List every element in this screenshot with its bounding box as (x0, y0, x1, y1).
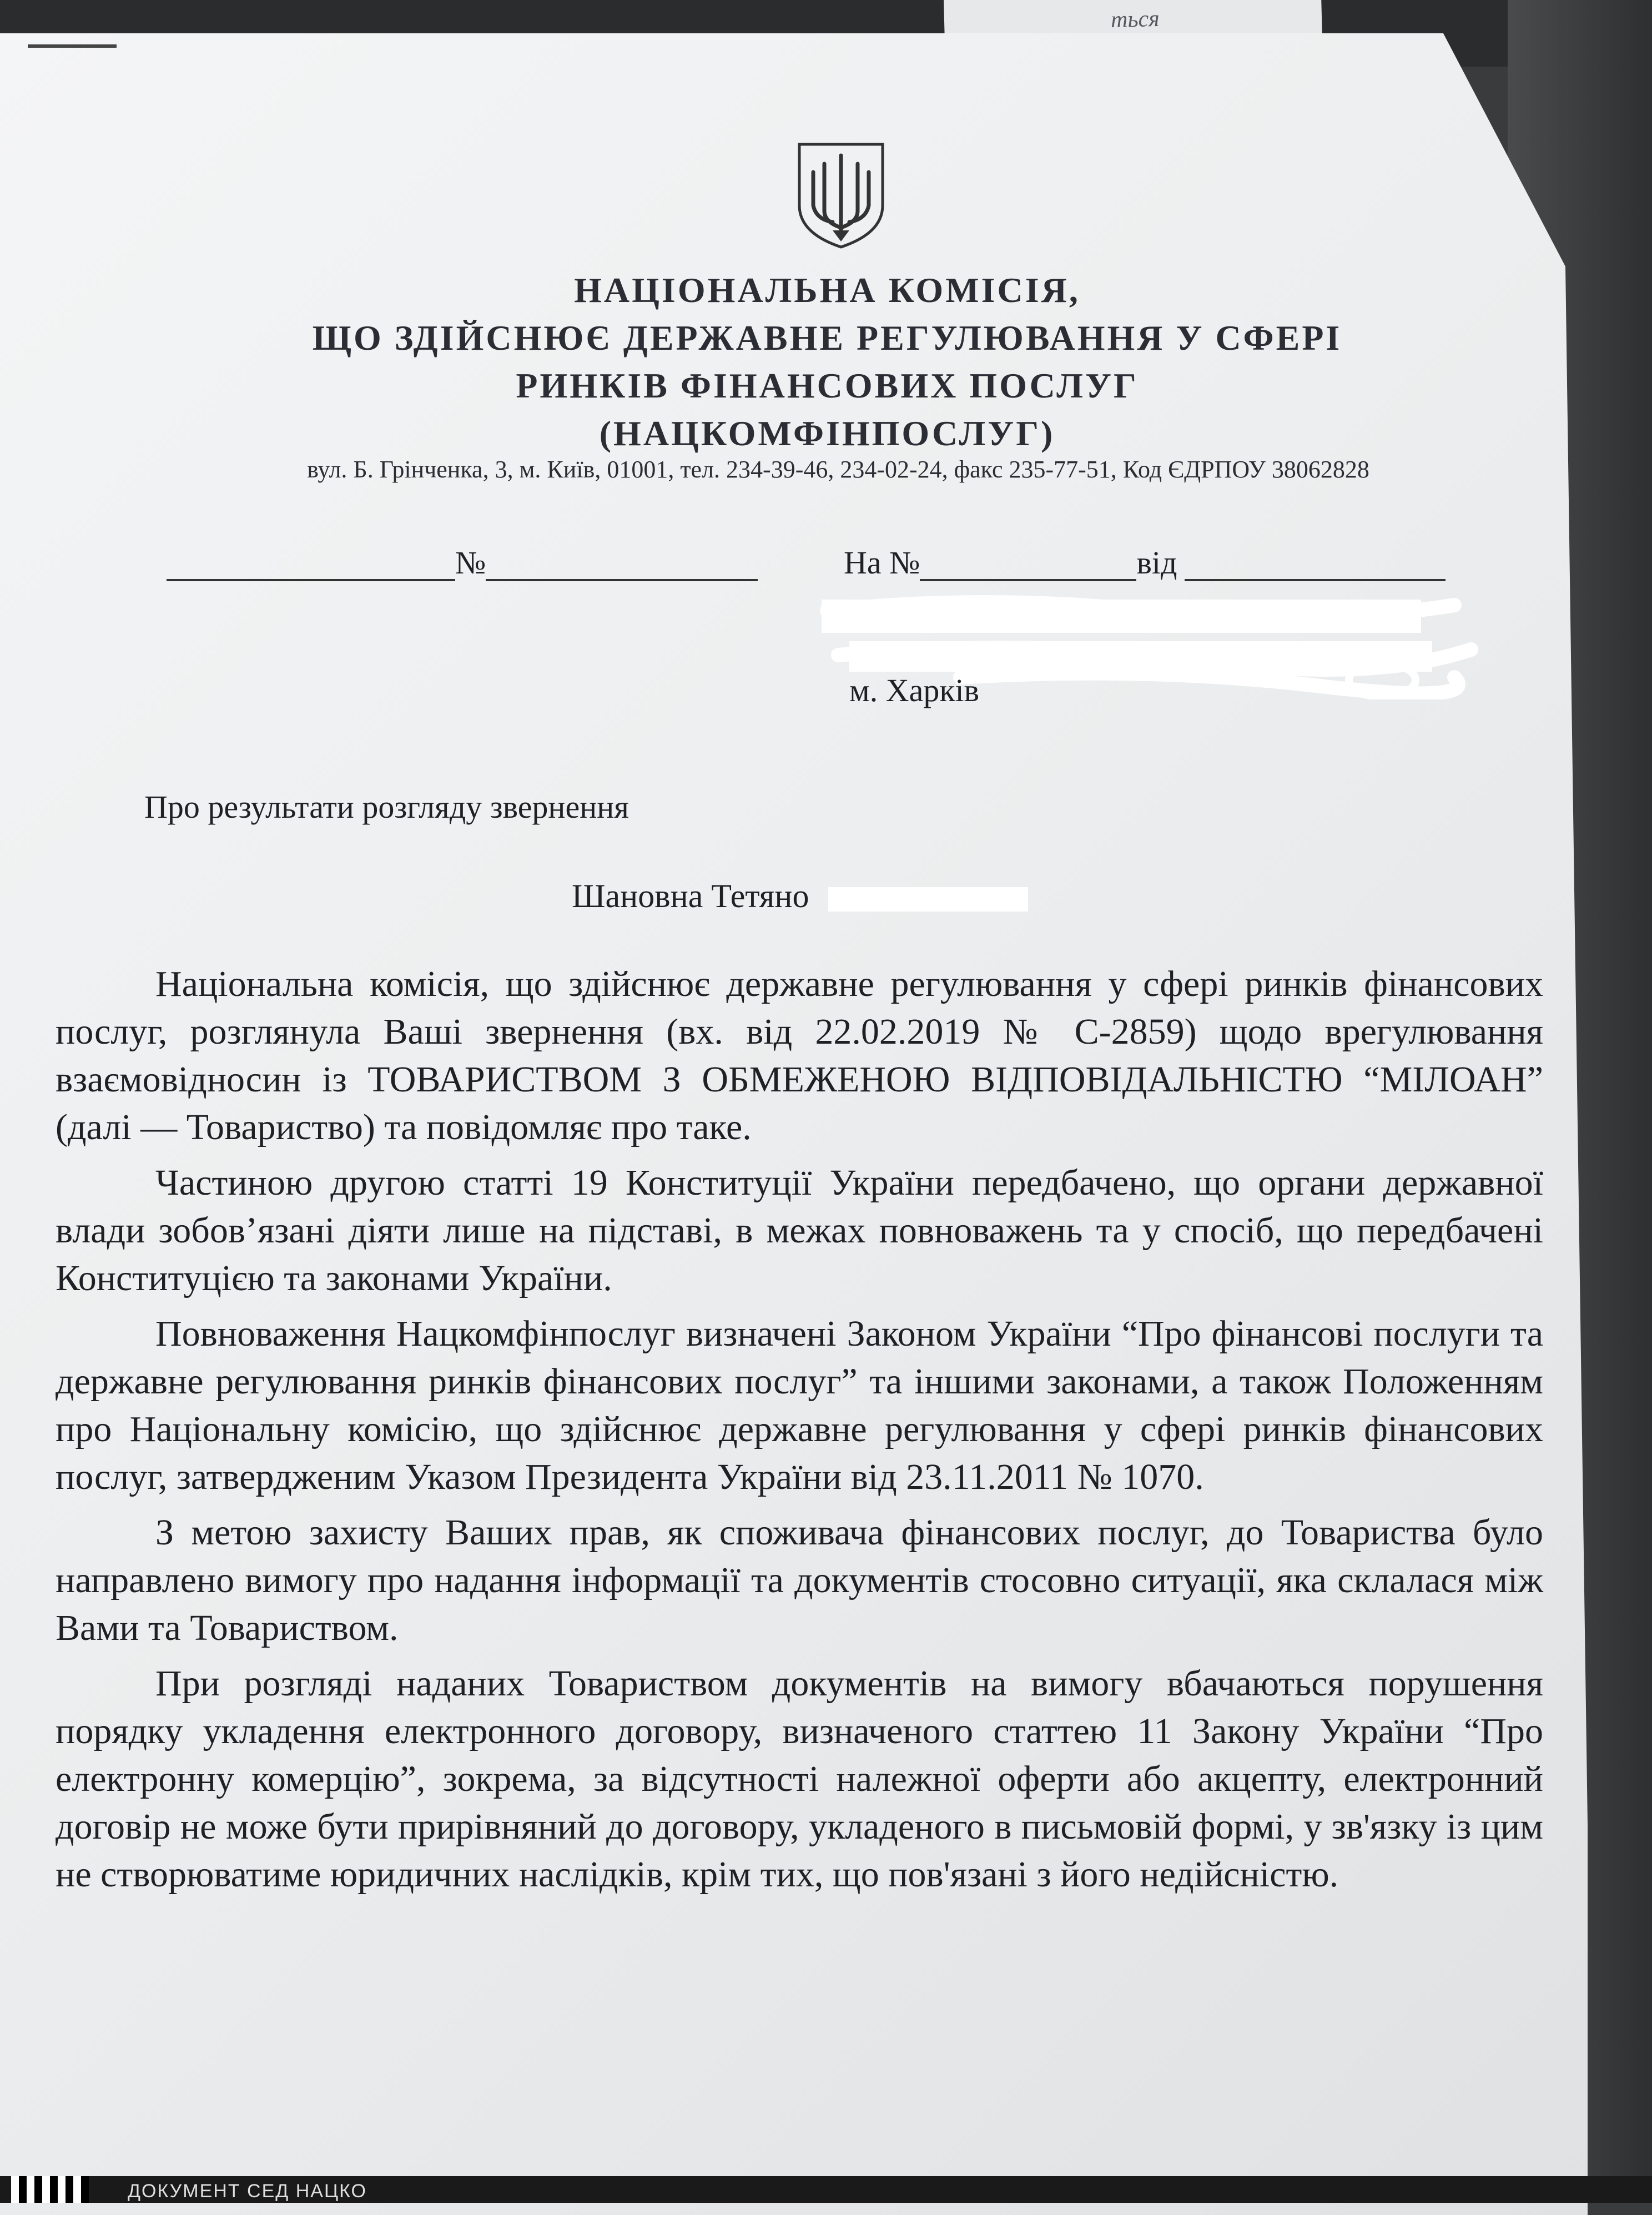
body-paragraph: Національна комісія, що здійснює державне регулювання у сфері ринків фінансових послуг, розглянула Ваші звернення (вх. від 22.02.2019 № С-2859) щодо врегулювання взаємовідносин із ТОВАРИСТВОМ З ОБМЕЖЕНОЮ ВІДПОВІДАЛЬНІСТЮ “МІЛОАН” (далі — Товариство) та повідомляє про таке. (56, 964, 1543, 1147)
background-sheet-text: ться (1110, 6, 1160, 33)
reply-date-blank (1185, 550, 1445, 581)
salutation-text: Шановна Тетяно (572, 878, 809, 914)
salutation (572, 877, 1034, 916)
reply-reference-row (844, 544, 1445, 581)
reply-from-label: від (1136, 545, 1177, 581)
body-paragraph: З метою захисту Ваших прав, як споживача фінансових послуг, до Товариства було направлено вимогу про надання інформації та документів стосовно ситуації, яка склалася між Вами та Товариством. (56, 1512, 1543, 1648)
qr-code-icon (11, 2176, 89, 2203)
outgoing-date-blank (167, 550, 455, 581)
letter-subject: Про результати розгляду звернення (144, 789, 629, 825)
org-line: НАЦІОНАЛЬНА КОМІСІЯ, (574, 270, 1080, 310)
page-mark (28, 44, 117, 48)
outgoing-number-blank (486, 550, 758, 581)
recipient-city: м. Харків (849, 672, 980, 708)
body-paragraph: Частиною другою статті 19 Конституції України передбачено, що органи державної влади зобов’язані діяти лише на підставі, в межах повноважень та у спосіб, що передбачені Конституцією та законами України. (56, 1162, 1543, 1298)
coat-of-arms-icon (794, 139, 888, 250)
letter-body (56, 960, 1543, 1906)
org-line: ЩО ЗДІЙСНЮЄ ДЕРЖАВНЕ РЕГУЛЮВАННЯ У СФЕРІ (312, 318, 1342, 358)
org-line: (НАЦКОМФІНПОСЛУГ) (599, 414, 1055, 453)
organization-name (167, 266, 1488, 457)
reply-number-label: На № (844, 545, 920, 581)
organization-address: вул. Б. Грінченка, 3, м. Київ, 01001, тел. 234-39-46, 234-02-24, факс 235-77-51, Код ЄДРПОУ 38062828 (307, 456, 1369, 483)
org-line: РИНКІВ ФІНАНСОВИХ ПОСЛУГ (516, 366, 1139, 405)
body-paragraph: Повноваження Нацкомфінпослуг визначені Законом України “Про фінансові послуги та державне регулювання ринків фінансових послуг” та іншими законами, а також Положенням про Національну комісію, що здійснює державне регулювання у сфері ринків фінансових послуг, затвердженим Указом Президента України від 23.11.2011 № 1070. (56, 1313, 1543, 1497)
footer-text: ДОКУМЕНТ СЕД НАЦКО (128, 2181, 367, 2202)
reply-number-blank (920, 550, 1136, 581)
number-label: № (455, 545, 486, 581)
redacted-surname (817, 883, 1034, 916)
outgoing-number-row (167, 544, 758, 581)
body-paragraph: При розгляді наданих Товариством документів на вимогу вбачаються порушення порядку укладення електронного договору, визначеного статтею 11 Закону України “Про електронну комерцію”, зокрема, за відсутності належної оферти або акцепту, електронний договір не може бути прирівняний до договору, укладеного в письмовій формі, у зв'язку із цим не створюватиме юридичних наслідків, крім тих, що пов'язані з його недійсністю. (56, 1663, 1543, 1895)
